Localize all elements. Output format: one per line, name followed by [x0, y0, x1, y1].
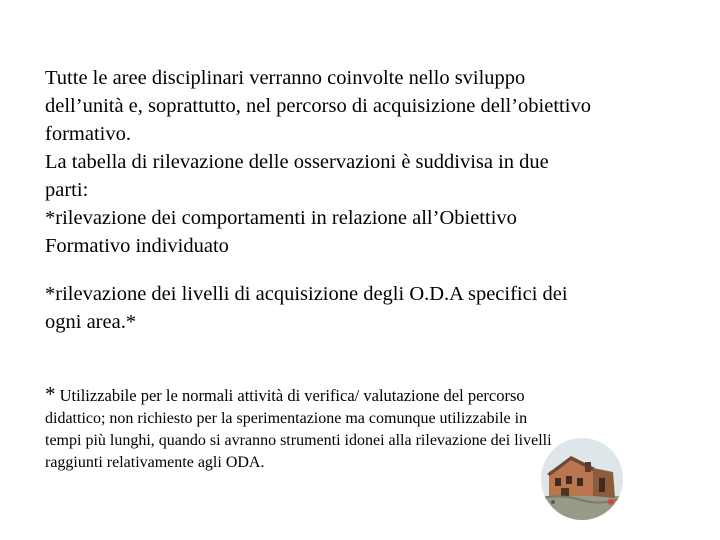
paragraph-intro [45, 64, 705, 148]
footnote-line: raggiunti relativamente agli ODA. [45, 454, 265, 471]
paragraph-table-description [45, 148, 705, 204]
text-line: La tabella di rilevazione delle osservazioni è suddivisa in due [45, 151, 549, 173]
footnote-line: didattico; non richiesto per la sperimentazione ma comunque utilizzabile in [45, 410, 528, 427]
text-line: dell’unità e, soprattutto, nel percorso di acquisizione dell’obiettivo [45, 95, 591, 117]
text-line: Tutte le aree disciplinari verranno coinvolte nello sviluppo [45, 67, 526, 89]
text-line: *rilevazione dei livelli di acquisizione degli O.D.A specifici dei [45, 283, 568, 305]
text-line: *rilevazione dei comportamenti in relazione all’Obiettivo [45, 207, 517, 229]
school-building-icon [541, 438, 623, 520]
paragraph-spacer [45, 260, 705, 280]
main-text [45, 64, 705, 336]
text-line: formativo. [45, 123, 131, 145]
paragraph-levels-survey [45, 280, 705, 336]
footnote-line: tempi più lunghi, quando si avranno strumenti idonei alla rilevazione dei livelli [45, 432, 552, 449]
text-line: ogni area.* [45, 311, 137, 333]
text-line: Formativo individuato [45, 235, 229, 257]
footnote-line: Utilizzabile per le normali attività di verifica/ valutazione del percorso [55, 386, 525, 405]
text-line: parti: [45, 179, 89, 201]
footnote-star: * [45, 382, 56, 406]
paragraph-behaviour-survey [45, 204, 705, 260]
